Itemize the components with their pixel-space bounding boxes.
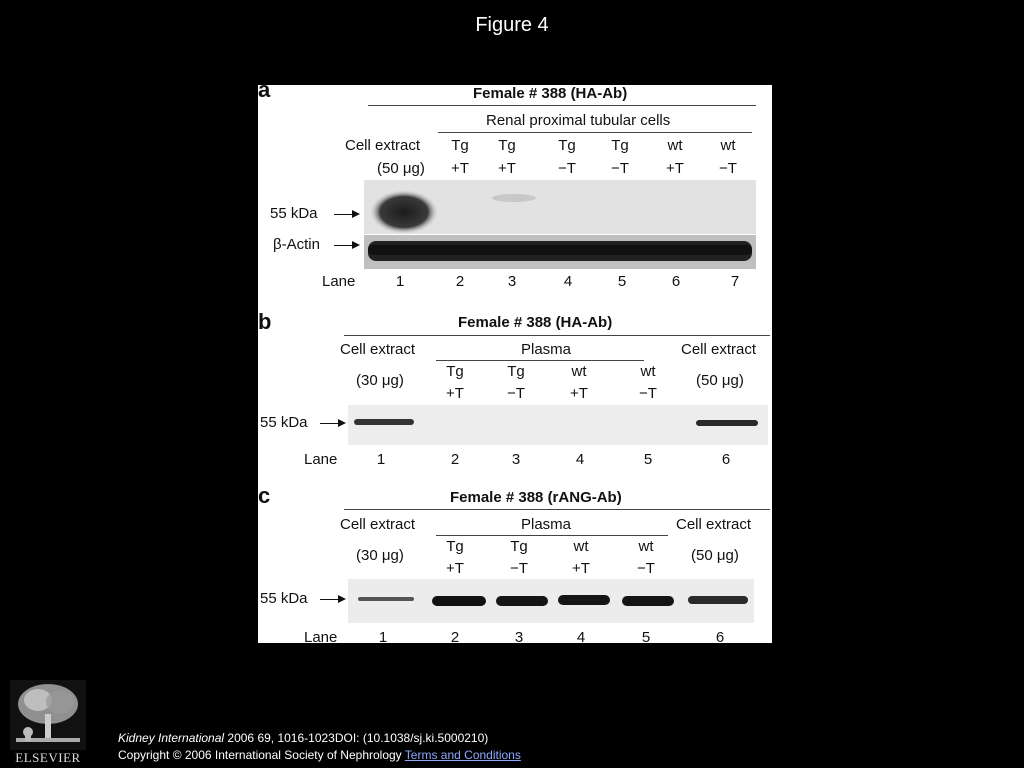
panel-b-lane4-bottom: +T [570, 385, 588, 402]
panel-b-lane-number: 2 [450, 451, 460, 468]
panel-c-plasma: Plasma [521, 516, 572, 533]
panel-b-blot [348, 405, 768, 445]
panel-a-lane-number: 7 [730, 273, 740, 290]
panel-c-lane-number: 1 [378, 629, 388, 646]
panel-a-lane7-bottom: −T [719, 160, 737, 177]
panel-b-right-line2: (50 μg) [696, 372, 744, 389]
panel-c-plasma-rule [436, 535, 668, 536]
panel-c-lane-number: 3 [514, 629, 524, 646]
panel-a-lane6-bottom: +T [666, 160, 684, 177]
panel-a-marker-55: 55 kDa [270, 205, 318, 222]
panel-a-lane-number: 4 [563, 273, 573, 290]
panel-a-col1-line1: Cell extract [345, 137, 421, 154]
panel-a-lane5-bottom: −T [611, 160, 629, 177]
panel-a-marker-55-arrow [334, 214, 358, 215]
panel-b-lane3-bottom: −T [507, 385, 525, 402]
panel-c-right-line2: (50 μg) [691, 547, 739, 564]
panel-c-lane5-bottom: −T [637, 560, 655, 577]
elsevier-wordmark: ELSEVIER [15, 750, 81, 765]
figure-title: Figure 4 [475, 14, 549, 36]
panel-c-lane3-top: Tg [510, 538, 528, 555]
panel-b-left-line1: Cell extract [340, 341, 416, 358]
elsevier-tree-icon [10, 680, 86, 750]
panel-a-marker-actin: β-Actin [273, 236, 320, 253]
panel-a-lane-label: Lane [322, 273, 356, 290]
panel-a-lane6-top: wt [667, 137, 683, 154]
panel-b-title-rule [344, 335, 770, 336]
panel-c-lane2-top: Tg [446, 538, 464, 555]
panel-b-lane4-top: wt [571, 363, 587, 380]
panel-c-title: Female # 388 (rANG-Ab) [450, 489, 622, 506]
panel-a-ha-blot [364, 180, 756, 234]
panel-a-lane2-top: Tg [451, 137, 469, 154]
panel-c-right-line1: Cell extract [676, 516, 752, 533]
panel-b-band-lane1 [354, 419, 414, 425]
panel-a-lane-number: 5 [617, 273, 627, 290]
panel-b-lane2-top: Tg [446, 363, 464, 380]
panel-b-lane-number: 5 [643, 451, 653, 468]
panel-a-lane2-bottom: +T [451, 160, 469, 177]
panel-b-lane-label: Lane [304, 451, 338, 468]
journal-name: Kidney International [118, 731, 225, 745]
citation-line [118, 731, 488, 745]
panel-b-lane5-top: wt [640, 363, 656, 380]
panel-c-marker-55: 55 kDa [260, 590, 308, 607]
panel-c-lane-number: 5 [641, 629, 651, 646]
panel-b-lane2-bottom: +T [446, 385, 464, 402]
copyright-text: Copyright © 2006 International Society of Nephrology [118, 748, 405, 762]
panel-a-col1-line2: (50 μg) [377, 160, 425, 177]
panel-b-lane-number: 3 [511, 451, 521, 468]
panel-b-plasma: Plasma [521, 341, 572, 358]
panel-a-title-rule [368, 105, 756, 106]
panel-b-marker-55-arrow [320, 423, 344, 424]
panel-c-band-lane4 [558, 595, 610, 605]
panel-a-lane4-bottom: −T [558, 160, 576, 177]
panel-c-band-lane6 [688, 596, 748, 604]
panel-a-subtitle-rule [438, 132, 752, 133]
panel-c-lane-number: 2 [450, 629, 460, 646]
panel-a-lane-number: 3 [507, 273, 517, 290]
panel-b-lane-number: 4 [575, 451, 585, 468]
panel-b-title: Female # 388 (HA-Ab) [458, 314, 613, 331]
panel-c-band-lane5 [622, 596, 674, 606]
panel-b-plasma-rule [436, 360, 644, 361]
panel-b-marker-55: 55 kDa [260, 414, 308, 431]
panel-c-band-lane1 [358, 597, 414, 601]
citation-text: 2006 69, 1016-1023DOI: (10.1038/sj.ki.5000210) [224, 731, 489, 745]
panel-c-lane2-bottom: +T [446, 560, 464, 577]
panel-a-title: Female # 388 (HA-Ab) [473, 85, 628, 102]
panel-c-lane-number: 6 [715, 629, 725, 646]
panel-c-lane3-bottom: −T [510, 560, 528, 577]
panel-c-lane5-top: wt [638, 538, 654, 555]
panel-a-ha-band-lane1 [370, 190, 438, 234]
panel-b-lane-number: 1 [376, 451, 386, 468]
panel-c-title-rule [344, 509, 770, 510]
panel-a-lane3-bottom: +T [498, 160, 516, 177]
panel-b-left-line2: (30 μg) [356, 372, 404, 389]
panel-a-actin-blot [364, 235, 756, 269]
panel-c-lane-number: 4 [576, 629, 586, 646]
panel-c-lane-label: Lane [304, 629, 338, 646]
elsevier-logo [10, 680, 86, 766]
panel-a-lane7-top: wt [720, 137, 736, 154]
copyright-line [118, 748, 521, 762]
panel-a-lane4-top: Tg [558, 137, 576, 154]
panel-c-band-lane2 [432, 596, 486, 606]
panel-c-lane4-top: wt [573, 538, 589, 555]
panel-a-lane-number: 1 [395, 273, 405, 290]
panel-a-ha-band-lane3 [492, 194, 536, 202]
panel-b-lane-number: 6 [721, 451, 731, 468]
panel-c-letter: c [258, 483, 271, 508]
panel-a-letter: a [258, 77, 271, 102]
panel-a-subtitle: Renal proximal tubular cells [486, 112, 671, 129]
panel-b-right-line1: Cell extract [681, 341, 757, 358]
panel-c-lane4-bottom: +T [572, 560, 590, 577]
terms-link[interactable]: Terms and Conditions [404, 748, 521, 762]
panel-a-marker-actin-arrow [334, 245, 358, 246]
figure-panel [258, 77, 772, 646]
panel-a-lane5-top: Tg [611, 137, 629, 154]
panel-b-band-lane6 [696, 420, 758, 426]
panel-c-band-lane3 [496, 596, 548, 606]
panel-a-lane-number: 2 [455, 273, 465, 290]
panel-c-blot [348, 579, 754, 623]
panel-a-lane-number: 6 [671, 273, 681, 290]
panel-c-left-line2: (30 μg) [356, 547, 404, 564]
panel-b-lane3-top: Tg [507, 363, 525, 380]
panel-b-lane5-bottom: −T [639, 385, 657, 402]
panel-b-letter: b [258, 309, 272, 334]
panel-c-marker-55-arrow [320, 599, 344, 600]
panel-c-left-line1: Cell extract [340, 516, 416, 533]
panel-a-lane3-top: Tg [498, 137, 516, 154]
